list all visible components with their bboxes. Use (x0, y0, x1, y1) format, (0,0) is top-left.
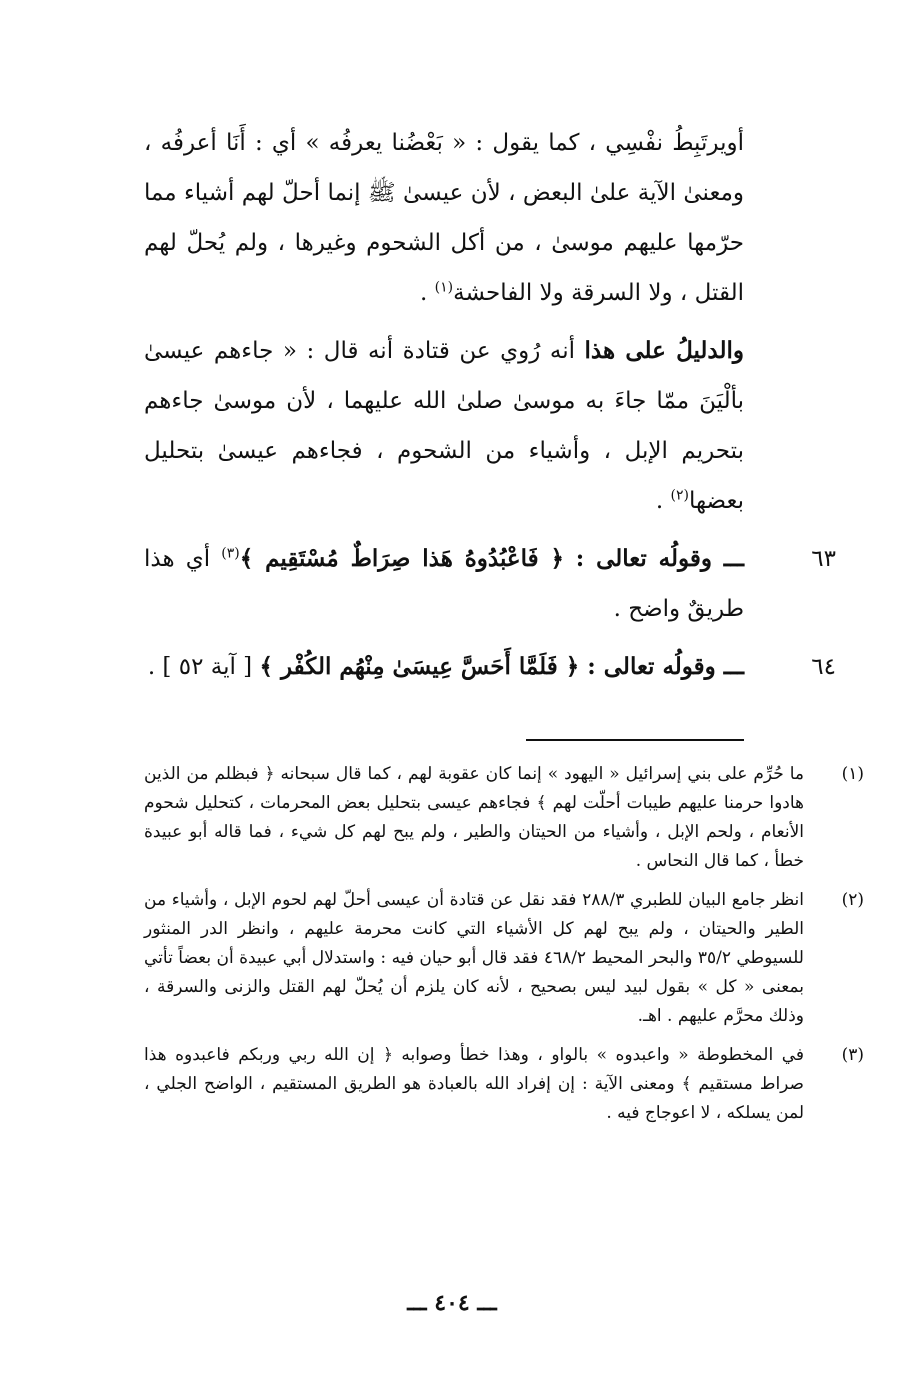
item-rest: [ آية ٥٢ ] . (147, 654, 260, 680)
item-quote: ـــ وقولُه تعالى : ﴿ فَلَمَّا أَحَسَّ عِيسَىٰ مِنْهُم الكُفْر ﴾ (259, 653, 744, 680)
footnotes (144, 760, 864, 1138)
paragraph-1 (144, 118, 744, 318)
paragraph-1-text: أويرتَبِطُ نفْسِي ، كما يقول : « بَعْضُنا يعرفُه » أي : أَنَا أعرفُه ، ومعنىٰ الآية علىٰ البعض ، لأن عيسىٰ ﷺ إنما أحلّ لهم أشياء مما حرّمها عليهم موسىٰ ، من أكل الشحوم وغيرها ، ولم يُحلّ لهم القتل ، ولا السرقة ولا الفاحشة (144, 130, 744, 306)
item-quote: ـــ وقولُه تعالى : ﴿ فَاعْبُدُوهُ هَذا صِرَاطٌ مُسْتَقِيم ﴾ (239, 545, 745, 572)
footnote-1 (144, 760, 864, 876)
footnote-divider (526, 739, 744, 741)
paragraph-1-end: . (420, 280, 435, 306)
footnote-ref-3[interactable]: (٣) (221, 545, 240, 562)
footnote-text: في المخطوطة « واعبدوه » بالواو ، وهذا خطأ وصوابه ﴿ إن الله ربي وربكم فاعبدوه هذا صراط مستقيم ﴾ ومعنى الآية : إن إفراد الله بالعبادة هو الطريق المستقيم ، الواضح الجلي ، لمن يسلكه ، لا اعوجاج فيه . (144, 1045, 804, 1123)
footnote-ref-2[interactable]: (٢) (670, 487, 689, 504)
footnote-ref-1[interactable]: (١) (434, 279, 454, 296)
paragraph-2-end: . (655, 488, 671, 514)
item-rest: أي هذا طريقٌ واضح . (144, 546, 744, 622)
footnote-3 (144, 1041, 864, 1128)
paragraph-2 (144, 326, 744, 526)
item-number: ٦٣ (811, 546, 836, 572)
footnote-text: ما حُرِّم على بني إسرائيل « اليهود » إنما كان عقوبة لهم ، كما قال سبحانه ﴿ فبظلم من الذين هادوا حرمنا عليهم طيبات أحلّت لهم ﴾ فجاءهم عيسى بتحليل بعض المحرمات ، كتحليل شحوم الأنعام ، ولحم الإبل ، وأشياء من الحيتان والطير ، ولم يبح لهم كل شيء ، فما قاله أبو عبيدة خطأ ، كما قال النحاس . (144, 764, 804, 871)
numbered-item-63 (144, 534, 836, 634)
footnote-text: انظر جامع البيان للطبري ٢٨٨/٣ فقد نقل عن قتادة أن عيسى أحلّ لهم لحوم الإبل ، وأشياء من الطير والحيتان ، ولم يبح لهم كل الأشياء التي كانت محرمة عليهم ، وانظر الدر المنثور للسيوطي ٣٥/٢ والبحر المحيط ٤٦٨/٢ فقد قال أبو حيان فيه : واستدلال أبي عبيدة أن بعضاً تأتي بمعنى « كل » بقول لبيد ليس بصحيح ، لأنه كان يلزم أن يُحلّ لهم القتل والزنى والسرقة ، وذلك محرَّم عليهم . اهـ. (144, 890, 804, 1026)
footnote-number: (١) (841, 764, 864, 784)
page-number: ـــ ٤٠٤ ـــ (407, 1290, 497, 1316)
footnote-number: (٣) (841, 1045, 864, 1065)
numbered-item-64 (144, 642, 836, 692)
item-number: ٦٤ (811, 654, 836, 680)
main-text (144, 118, 836, 700)
footnote-number: (٢) (841, 890, 864, 910)
paragraph-2-text: أنه رُوي عن قتادة أنه قال : « جاءهم عيسىٰ بألْيَنَ ممّا جاءَ به موسىٰ صلىٰ الله عليهما ، لأن موسىٰ جاءهم بتحريم الإبل ، وأشياء من الشحوم ، فجاءهم عيسىٰ بتحليل بعضها (144, 338, 744, 514)
paragraph-2-lead: والدليلُ على هذا (584, 337, 745, 364)
footnote-2 (144, 886, 864, 1031)
